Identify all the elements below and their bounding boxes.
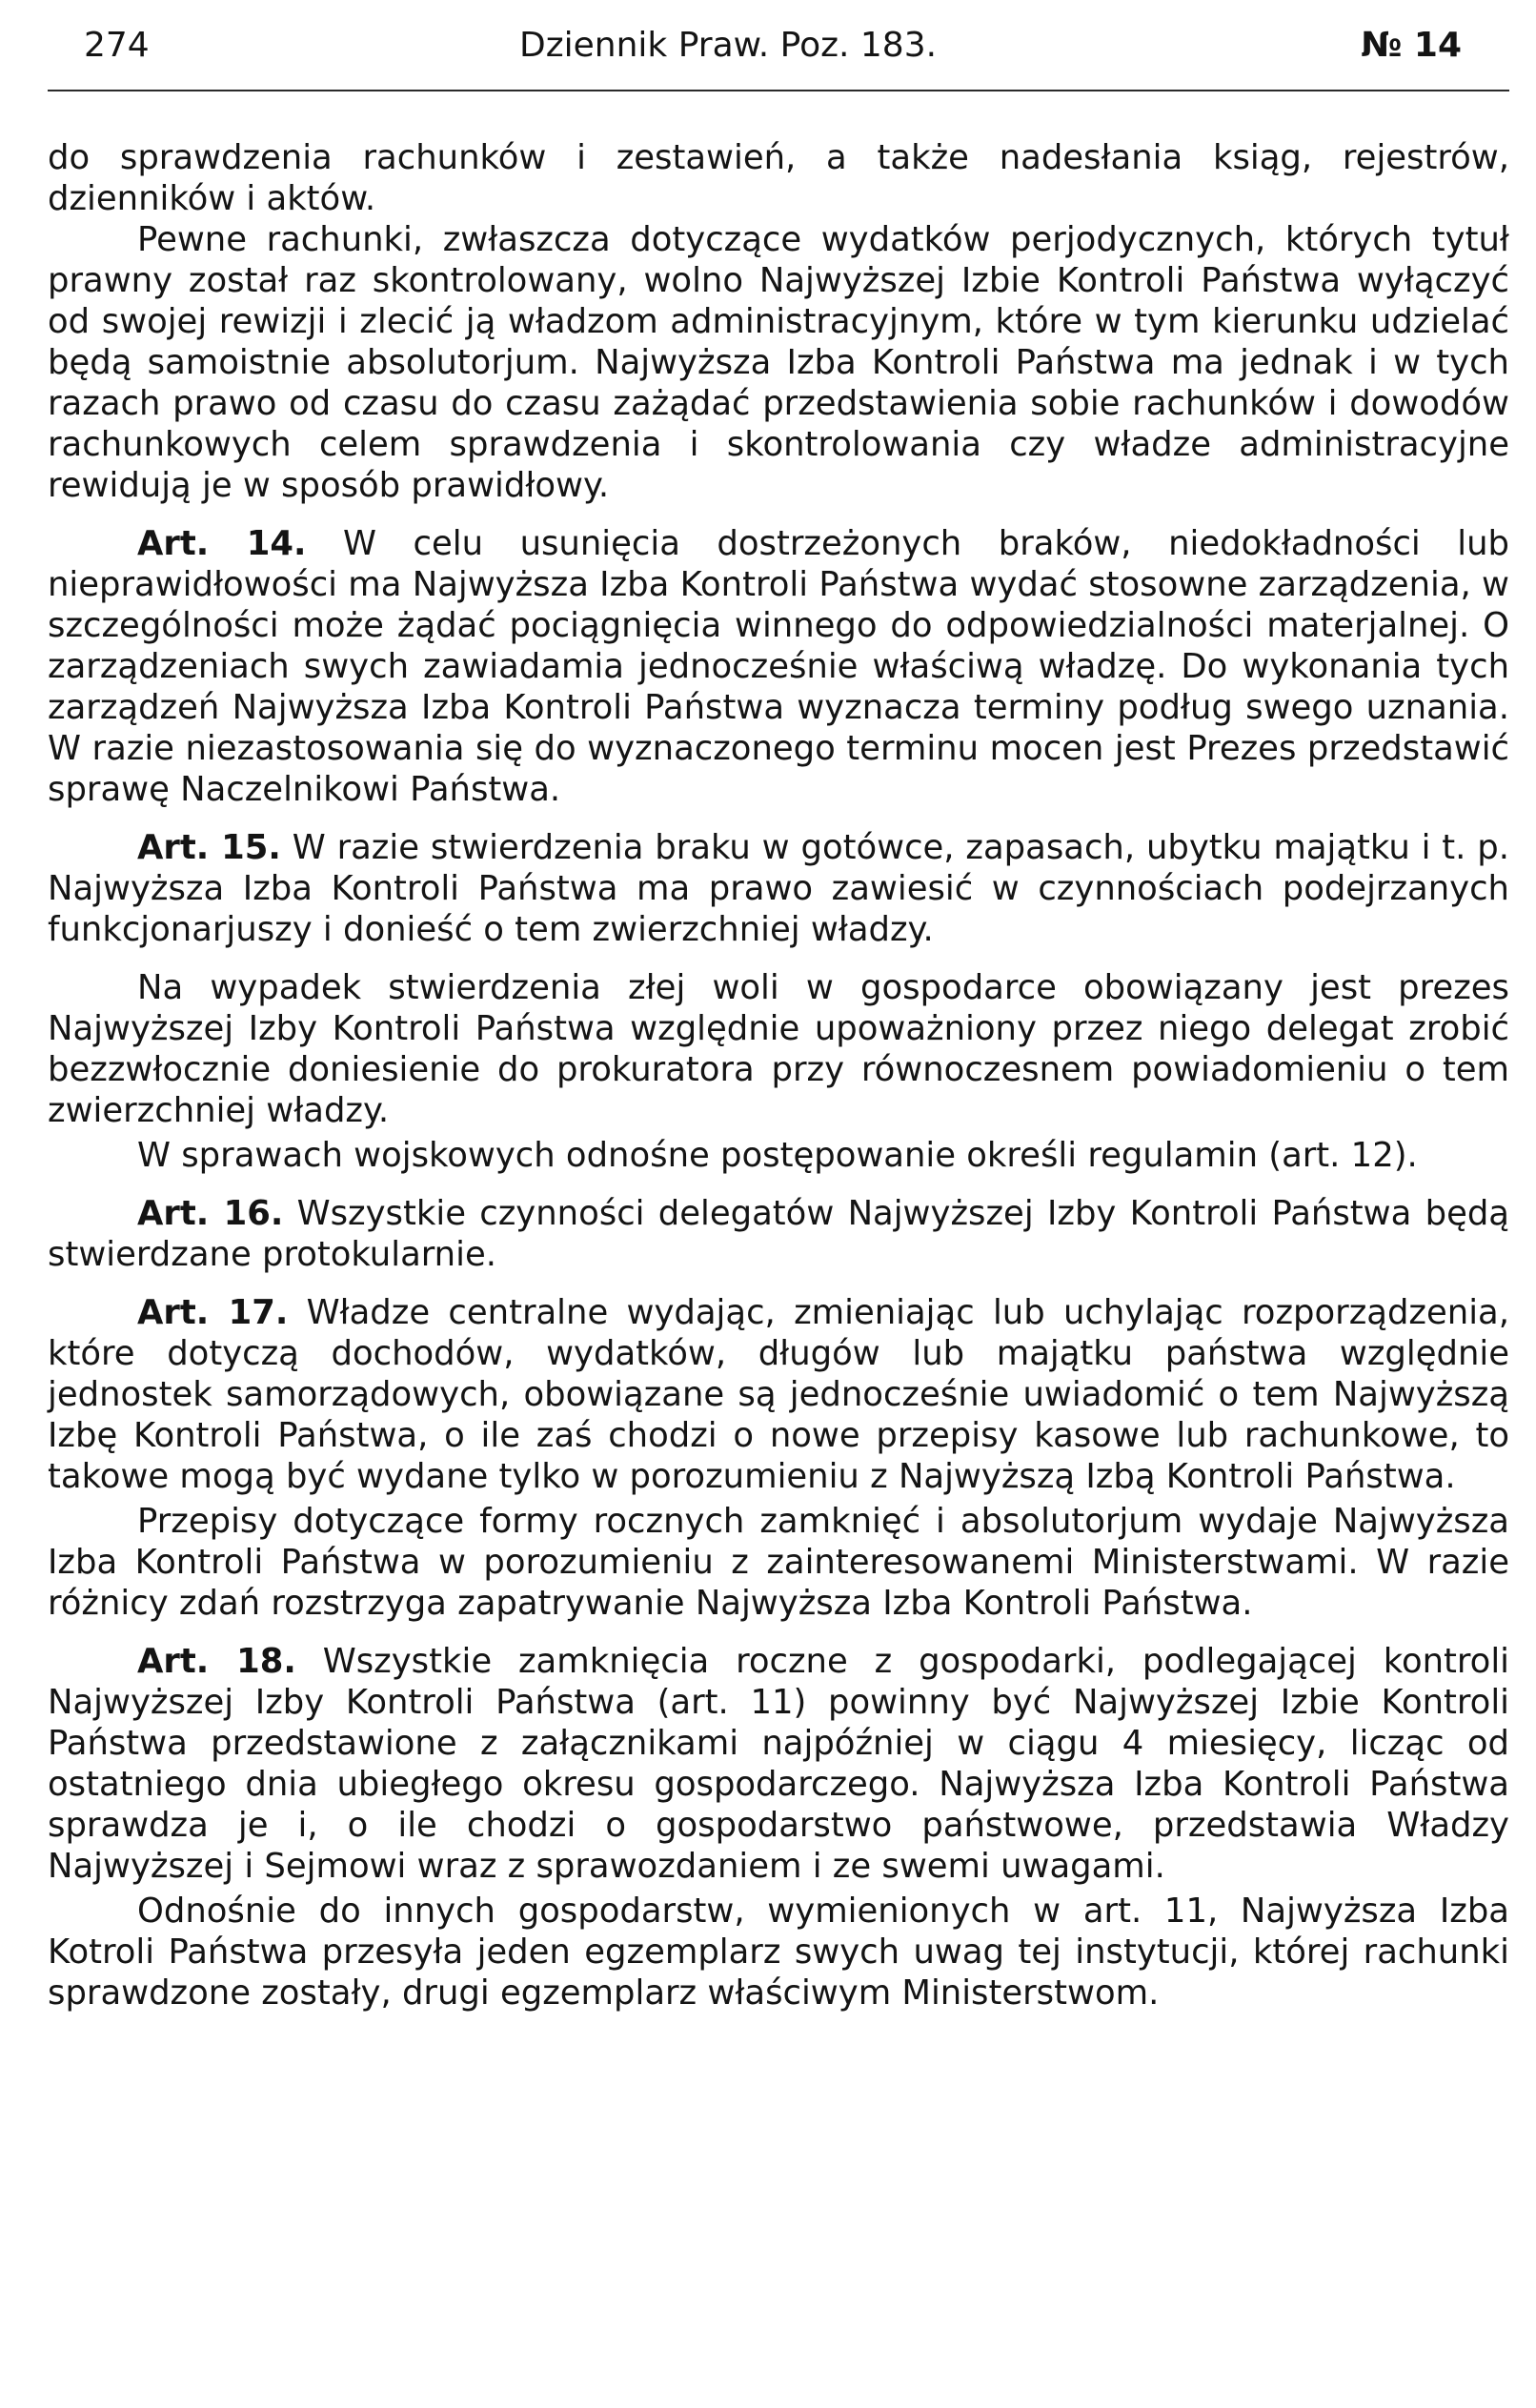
article-18 <box>48 1641 1509 1887</box>
paragraph <box>48 1891 1509 2013</box>
paragraph <box>48 1501 1509 1624</box>
page-number: 274 <box>84 26 150 65</box>
article-label: Art. 18. <box>137 1642 296 1681</box>
paragraph-continuation <box>48 137 1509 219</box>
article-text: Wszystkie czynności delegatów Najwyższej Izby Kontroli Państwa będą stwierdzane protokularnie. <box>48 1194 1509 1274</box>
article-17 <box>48 1292 1509 1497</box>
article-label: Art. 17. <box>137 1293 289 1332</box>
article-text: Władze centralne wydając, zmieniając lub uchylając rozporządzenia, które dotyczą dochodów, wydatków, długów lub majątku państwa względnie jednostek samorządowych, obowiązane są jednocześnie uwiadomić o tem Najwyższą Izbę Kontroli Państwa, o ile zaś chodzi o nowe przepisy kasowe lub rachunkowe, to takowe mogą być wydane tylko w porozumieniu z Najwyższą Izbą Kontroli Państwa. <box>48 1293 1509 1496</box>
header-rule <box>48 90 1509 91</box>
issue-number: № 14 <box>1361 26 1462 65</box>
paragraph-text: Pewne rachunki, zwłaszcza dotyczące wydatków perjodycznych, których tytuł prawny został raz skontrolowany, wolno Najwyższej Izbie Kontroli Państwa wyłączyć od swojej rewizji i zlecić ją władzom administracyjnym, które w tym kierunku udzielać będą samoistnie absolutorjum. Najwyższa Izba Kontroli Państwa ma jednak i w tych razach prawo od czasu do czasu zażądać przedstawienia sobie rachunków i dowodów rachunkowych celem sprawdzenia i skontrolowania czy władze administracyjne rewidują je w sposób prawidłowy. <box>48 220 1509 505</box>
paragraph <box>48 967 1509 1131</box>
article-label: Art. 15. <box>137 828 281 867</box>
paragraph-text: Przepisy dotyczące formy rocznych zamknięć i absolutorjum wydaje Najwyższa Izba Kontroli Państwa w porozumieniu z zainteresowanemi Ministerstwami. W razie różnicy zdań rozstrzyga zapatrywanie Najwyższa Izba Kontroli Państwa. <box>48 1502 1509 1623</box>
paragraph-text: Na wypadek stwierdzenia złej woli w gospodarce obowiązany jest prezes Najwyższej Izby Kontroli Państwa względnie upoważniony przez niego delegat zrobić bezzwłocznie doniesienie do prokuratora przy równoczesnem powiadomieniu o tem zwierzchniej władzy. <box>48 968 1509 1130</box>
paragraph <box>48 1135 1509 1176</box>
article-label: Art. 16. <box>137 1194 284 1233</box>
article-16 <box>48 1193 1509 1275</box>
page-header <box>48 19 1509 72</box>
article-15 <box>48 827 1509 950</box>
article-text: W celu usunięcia dostrzeżonych braków, niedokładności lub nieprawidłowości ma Najwyższa Izba Kontroli Państwa wydać stosowne zarządzenia, w szczególności może żądać pociągnięcia winnego do odpowiedzialności materjalnej. O zarządzeniach swych zawiadamia jednocześnie właściwą władzę. Do wykonania tych zarządzeń Najwyższa Izba Kontroli Państwa wyznacza terminy podług swego uznania. W razie niezastosowania się do wyznaczonego terminu mocen jest Prezes przedstawić sprawę Naczelnikowi Państwa. <box>48 524 1509 809</box>
body-text <box>48 137 1509 2013</box>
paragraph <box>48 219 1509 506</box>
article-text: W razie stwierdzenia braku w gotówce, zapasach, ubytku majątku i t. p. Najwyższa Izba Kontroli Państwa ma prawo zawiesić w czynnościach podejrzanych funkcjonarjuszy i donieść o tem zwierzchniej władzy. <box>48 828 1510 949</box>
journal-title: Dziennik Praw. Poz. 183. <box>519 26 938 65</box>
paragraph-text: W sprawach wojskowych odnośne postępowanie określi regulamin (art. 12). <box>137 1136 1418 1175</box>
article-text: Wszystkie zamknięcia roczne z gospodarki, podlegającej kontroli Najwyższej Izby Kontroli Państwa (art. 11) powinny być Najwyższej Izbie Kontroli Państwa przedstawione z załącznikami najpóźniej w ciągu 4 miesięcy, licząc od ostatniego dnia ubiegłego okresu gospodarczego. Najwyższa Izba Kontroli Państwa sprawdza je i, o ile chodzi o gospodarstwo państwowe, przedstawia Władzy Najwyższej i Sejmowi wraz z sprawozdaniem i ze swemi uwagami. <box>48 1642 1509 1886</box>
article-14 <box>48 523 1509 810</box>
article-label: Art. 14. <box>137 524 307 563</box>
paragraph-text: Odnośnie do innych gospodarstw, wymienionych w art. 11, Najwyższa Izba Kotroli Państwa przesyła jeden egzemplarz swych uwag tej instytucji, której rachunki sprawdzone zostały, drugi egzemplarz właściwym Ministerstwom. <box>48 1892 1509 2013</box>
paragraph-text: do sprawdzenia rachunków i zestawień, a także nadesłania ksiąg, rejestrów, dzienników i aktów. <box>48 138 1509 218</box>
